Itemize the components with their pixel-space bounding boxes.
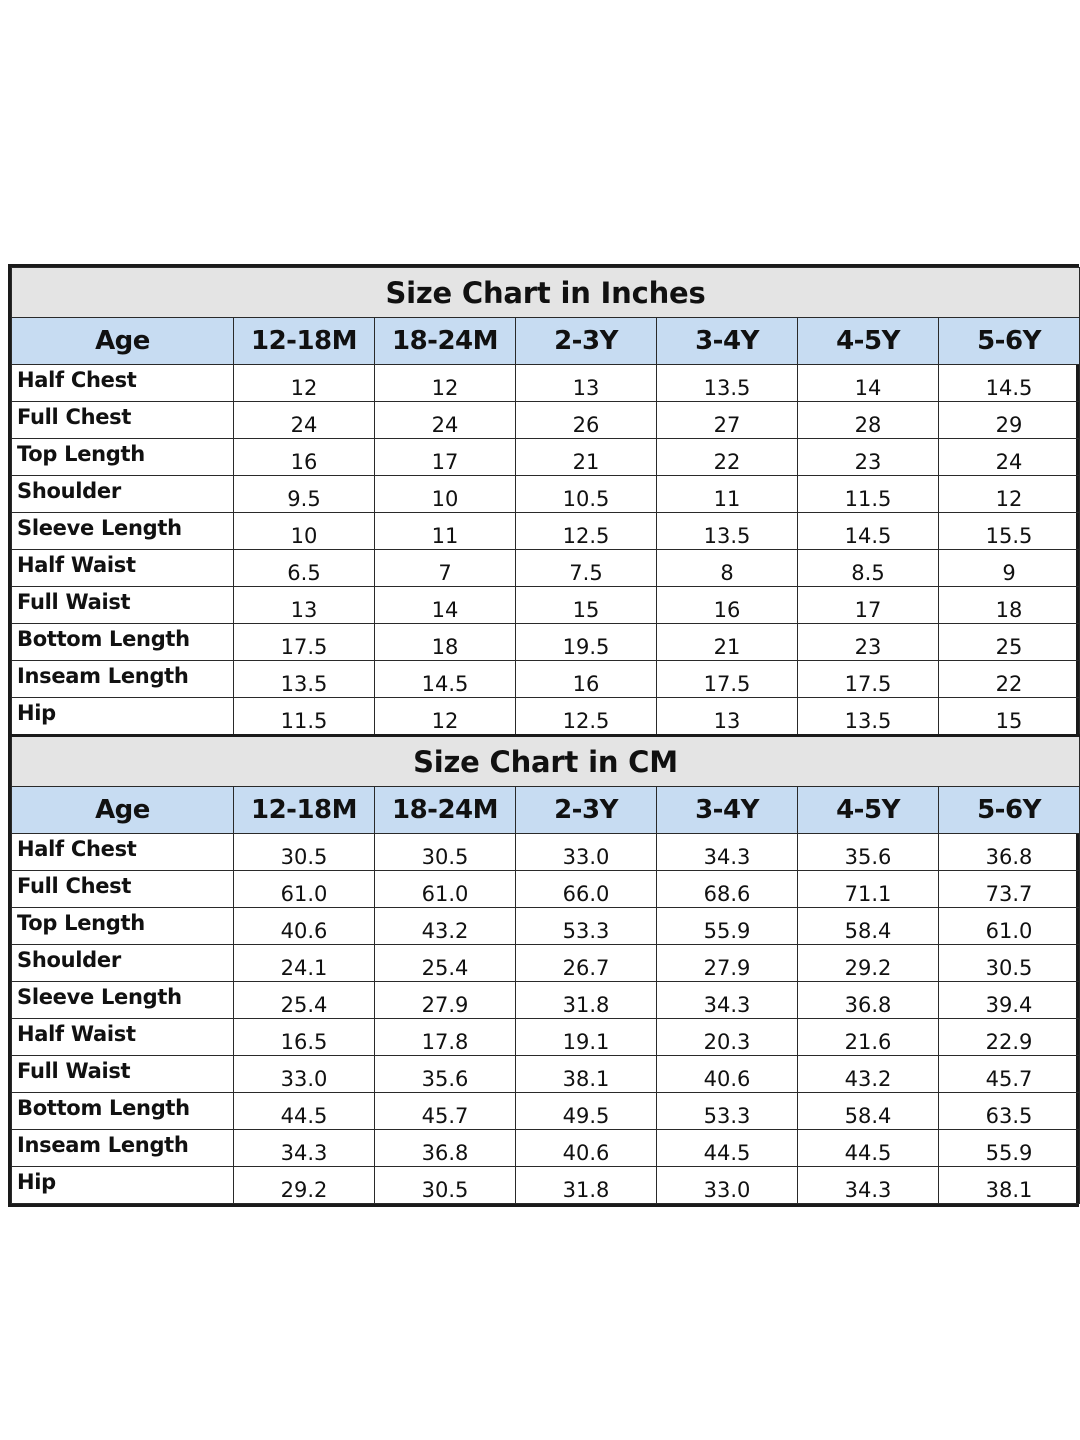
measurement-value: 25.4 bbox=[234, 982, 375, 1019]
measurement-value: 15 bbox=[516, 587, 657, 624]
measurement-value: 44.5 bbox=[234, 1093, 375, 1130]
measurement-value: 13.5 bbox=[798, 698, 939, 736]
measurement-label: Top Length bbox=[12, 908, 234, 945]
measurement-value: 16 bbox=[516, 661, 657, 698]
measurement-value: 21 bbox=[657, 624, 798, 661]
size-column-header: 18-24M bbox=[375, 318, 516, 365]
measurement-value: 7.5 bbox=[516, 550, 657, 587]
measurement-value: 33.0 bbox=[516, 834, 657, 871]
measurement-value: 34.3 bbox=[798, 1167, 939, 1204]
measurement-value: 49.5 bbox=[516, 1093, 657, 1130]
measurement-label: Inseam Length bbox=[12, 661, 234, 698]
measurement-value: 17 bbox=[798, 587, 939, 624]
measurement-value: 53.3 bbox=[657, 1093, 798, 1130]
table-row bbox=[12, 587, 1080, 624]
measurement-value: 17.5 bbox=[234, 624, 375, 661]
measurement-value: 16 bbox=[234, 439, 375, 476]
measurement-label: Full Waist bbox=[12, 587, 234, 624]
measurement-value: 15.5 bbox=[939, 513, 1080, 550]
table-row bbox=[12, 945, 1080, 982]
measurement-value: 19.5 bbox=[516, 624, 657, 661]
measurement-value: 11.5 bbox=[798, 476, 939, 513]
measurement-value: 36.8 bbox=[939, 834, 1080, 871]
measurement-value: 17 bbox=[375, 439, 516, 476]
age-column-header: Age bbox=[12, 787, 234, 834]
measurement-label: Sleeve Length bbox=[12, 513, 234, 550]
measurement-value: 66.0 bbox=[516, 871, 657, 908]
measurement-value: 14 bbox=[798, 365, 939, 402]
measurement-value: 24 bbox=[234, 402, 375, 439]
size-column-header: 5-6Y bbox=[939, 318, 1080, 365]
measurement-value: 55.9 bbox=[657, 908, 798, 945]
size-column-header: 12-18M bbox=[234, 318, 375, 365]
measurement-label: Top Length bbox=[12, 439, 234, 476]
measurement-label: Full Chest bbox=[12, 402, 234, 439]
size-chart-sheet bbox=[8, 264, 1079, 1207]
table-row bbox=[12, 624, 1080, 661]
measurement-value: 13.5 bbox=[657, 365, 798, 402]
measurement-value: 23 bbox=[798, 624, 939, 661]
table-row bbox=[12, 1167, 1080, 1204]
measurement-value: 36.8 bbox=[375, 1130, 516, 1167]
measurement-value: 44.5 bbox=[798, 1130, 939, 1167]
section-title-row bbox=[12, 736, 1080, 787]
measurement-value: 71.1 bbox=[798, 871, 939, 908]
measurement-value: 38.1 bbox=[516, 1056, 657, 1093]
measurement-value: 31.8 bbox=[516, 1167, 657, 1204]
measurement-value: 9 bbox=[939, 550, 1080, 587]
measurement-value: 13 bbox=[657, 698, 798, 736]
measurement-value: 29.2 bbox=[798, 945, 939, 982]
measurement-value: 17.5 bbox=[798, 661, 939, 698]
section-title-row bbox=[12, 268, 1080, 318]
measurement-value: 11 bbox=[375, 513, 516, 550]
table-row bbox=[12, 1093, 1080, 1130]
table-row bbox=[12, 661, 1080, 698]
table-row bbox=[12, 513, 1080, 550]
measurement-value: 11 bbox=[657, 476, 798, 513]
measurement-value: 30.5 bbox=[939, 945, 1080, 982]
measurement-label: Shoulder bbox=[12, 945, 234, 982]
measurement-value: 22 bbox=[939, 661, 1080, 698]
size-column-header: 2-3Y bbox=[516, 318, 657, 365]
measurement-label: Half Chest bbox=[12, 834, 234, 871]
size-column-header: 3-4Y bbox=[657, 787, 798, 834]
measurement-value: 29.2 bbox=[234, 1167, 375, 1204]
measurement-value: 40.6 bbox=[234, 908, 375, 945]
size-column-header: 2-3Y bbox=[516, 787, 657, 834]
measurement-value: 34.3 bbox=[657, 834, 798, 871]
size-column-header: 18-24M bbox=[375, 787, 516, 834]
measurement-value: 44.5 bbox=[657, 1130, 798, 1167]
measurement-value: 28 bbox=[798, 402, 939, 439]
measurement-value: 14.5 bbox=[798, 513, 939, 550]
measurement-value: 13.5 bbox=[657, 513, 798, 550]
measurement-label: Hip bbox=[12, 698, 234, 736]
measurement-value: 22 bbox=[657, 439, 798, 476]
measurement-value: 34.3 bbox=[657, 982, 798, 1019]
measurement-value: 68.6 bbox=[657, 871, 798, 908]
table-row bbox=[12, 1130, 1080, 1167]
measurement-value: 61.0 bbox=[939, 908, 1080, 945]
measurement-value: 12 bbox=[234, 365, 375, 402]
measurement-label: Bottom Length bbox=[12, 624, 234, 661]
measurement-value: 45.7 bbox=[939, 1056, 1080, 1093]
measurement-value: 33.0 bbox=[234, 1056, 375, 1093]
measurement-value: 61.0 bbox=[234, 871, 375, 908]
measurement-label: Half Chest bbox=[12, 365, 234, 402]
measurement-value: 12 bbox=[939, 476, 1080, 513]
measurement-value: 26.7 bbox=[516, 945, 657, 982]
table-row bbox=[12, 365, 1080, 402]
cm-section bbox=[12, 736, 1080, 1204]
measurement-value: 25.4 bbox=[375, 945, 516, 982]
table-row bbox=[12, 550, 1080, 587]
measurement-label: Full Chest bbox=[12, 871, 234, 908]
measurement-label: Inseam Length bbox=[12, 1130, 234, 1167]
measurement-value: 16.5 bbox=[234, 1019, 375, 1056]
measurement-value: 20.3 bbox=[657, 1019, 798, 1056]
column-header-row bbox=[12, 787, 1080, 834]
measurement-value: 8 bbox=[657, 550, 798, 587]
measurement-value: 11.5 bbox=[234, 698, 375, 736]
measurement-value: 73.7 bbox=[939, 871, 1080, 908]
table-row bbox=[12, 476, 1080, 513]
measurement-value: 27 bbox=[657, 402, 798, 439]
measurement-value: 53.3 bbox=[516, 908, 657, 945]
measurement-label: Hip bbox=[12, 1167, 234, 1204]
table-row bbox=[12, 1019, 1080, 1056]
measurement-value: 19.1 bbox=[516, 1019, 657, 1056]
measurement-value: 36.8 bbox=[798, 982, 939, 1019]
age-column-header: Age bbox=[12, 318, 234, 365]
table-row bbox=[12, 908, 1080, 945]
measurement-label: Half Waist bbox=[12, 1019, 234, 1056]
measurement-value: 27.9 bbox=[375, 982, 516, 1019]
table-row bbox=[12, 834, 1080, 871]
measurement-value: 24.1 bbox=[234, 945, 375, 982]
measurement-value: 25 bbox=[939, 624, 1080, 661]
measurement-label: Half Waist bbox=[12, 550, 234, 587]
measurement-value: 14.5 bbox=[375, 661, 516, 698]
measurement-value: 58.4 bbox=[798, 908, 939, 945]
measurement-value: 13.5 bbox=[234, 661, 375, 698]
measurement-value: 21 bbox=[516, 439, 657, 476]
measurement-value: 7 bbox=[375, 550, 516, 587]
measurement-value: 12 bbox=[375, 365, 516, 402]
section-title: Size Chart in Inches bbox=[12, 268, 1080, 318]
measurement-value: 18 bbox=[375, 624, 516, 661]
measurement-value: 38.1 bbox=[939, 1167, 1080, 1204]
table-row bbox=[12, 698, 1080, 736]
measurement-value: 10.5 bbox=[516, 476, 657, 513]
section-title: Size Chart in CM bbox=[12, 736, 1080, 787]
measurement-value: 30.5 bbox=[234, 834, 375, 871]
measurement-value: 10 bbox=[234, 513, 375, 550]
measurement-value: 30.5 bbox=[375, 1167, 516, 1204]
measurement-value: 15 bbox=[939, 698, 1080, 736]
measurement-value: 9.5 bbox=[234, 476, 375, 513]
size-chart-table bbox=[11, 267, 1080, 1204]
measurement-value: 8.5 bbox=[798, 550, 939, 587]
measurement-value: 14 bbox=[375, 587, 516, 624]
measurement-value: 27.9 bbox=[657, 945, 798, 982]
measurement-value: 24 bbox=[375, 402, 516, 439]
measurement-value: 13 bbox=[234, 587, 375, 624]
inches-section bbox=[12, 268, 1080, 736]
measurement-value: 35.6 bbox=[798, 834, 939, 871]
measurement-value: 23 bbox=[798, 439, 939, 476]
measurement-value: 22.9 bbox=[939, 1019, 1080, 1056]
measurement-value: 40.6 bbox=[516, 1130, 657, 1167]
measurement-value: 39.4 bbox=[939, 982, 1080, 1019]
measurement-value: 6.5 bbox=[234, 550, 375, 587]
table-row bbox=[12, 439, 1080, 476]
measurement-label: Sleeve Length bbox=[12, 982, 234, 1019]
measurement-value: 13 bbox=[516, 365, 657, 402]
measurement-value: 31.8 bbox=[516, 982, 657, 1019]
measurement-value: 30.5 bbox=[375, 834, 516, 871]
measurement-value: 18 bbox=[939, 587, 1080, 624]
measurement-value: 17.8 bbox=[375, 1019, 516, 1056]
measurement-value: 45.7 bbox=[375, 1093, 516, 1130]
measurement-value: 40.6 bbox=[657, 1056, 798, 1093]
measurement-value: 26 bbox=[516, 402, 657, 439]
measurement-value: 63.5 bbox=[939, 1093, 1080, 1130]
size-column-header: 12-18M bbox=[234, 787, 375, 834]
measurement-value: 43.2 bbox=[798, 1056, 939, 1093]
column-header-row bbox=[12, 318, 1080, 365]
measurement-value: 55.9 bbox=[939, 1130, 1080, 1167]
size-column-header: 3-4Y bbox=[657, 318, 798, 365]
measurement-value: 35.6 bbox=[375, 1056, 516, 1093]
size-column-header: 4-5Y bbox=[798, 318, 939, 365]
measurement-label: Full Waist bbox=[12, 1056, 234, 1093]
measurement-label: Shoulder bbox=[12, 476, 234, 513]
measurement-value: 33.0 bbox=[657, 1167, 798, 1204]
size-column-header: 4-5Y bbox=[798, 787, 939, 834]
size-column-header: 5-6Y bbox=[939, 787, 1080, 834]
measurement-value: 61.0 bbox=[375, 871, 516, 908]
measurement-value: 14.5 bbox=[939, 365, 1080, 402]
table-row bbox=[12, 871, 1080, 908]
table-row bbox=[12, 402, 1080, 439]
table-row bbox=[12, 982, 1080, 1019]
measurement-value: 24 bbox=[939, 439, 1080, 476]
measurement-value: 12.5 bbox=[516, 698, 657, 736]
measurement-value: 10 bbox=[375, 476, 516, 513]
measurement-value: 29 bbox=[939, 402, 1080, 439]
measurement-value: 17.5 bbox=[657, 661, 798, 698]
measurement-value: 21.6 bbox=[798, 1019, 939, 1056]
measurement-value: 12.5 bbox=[516, 513, 657, 550]
table-row bbox=[12, 1056, 1080, 1093]
measurement-value: 58.4 bbox=[798, 1093, 939, 1130]
measurement-value: 12 bbox=[375, 698, 516, 736]
measurement-value: 43.2 bbox=[375, 908, 516, 945]
measurement-value: 16 bbox=[657, 587, 798, 624]
measurement-label: Bottom Length bbox=[12, 1093, 234, 1130]
measurement-value: 34.3 bbox=[234, 1130, 375, 1167]
